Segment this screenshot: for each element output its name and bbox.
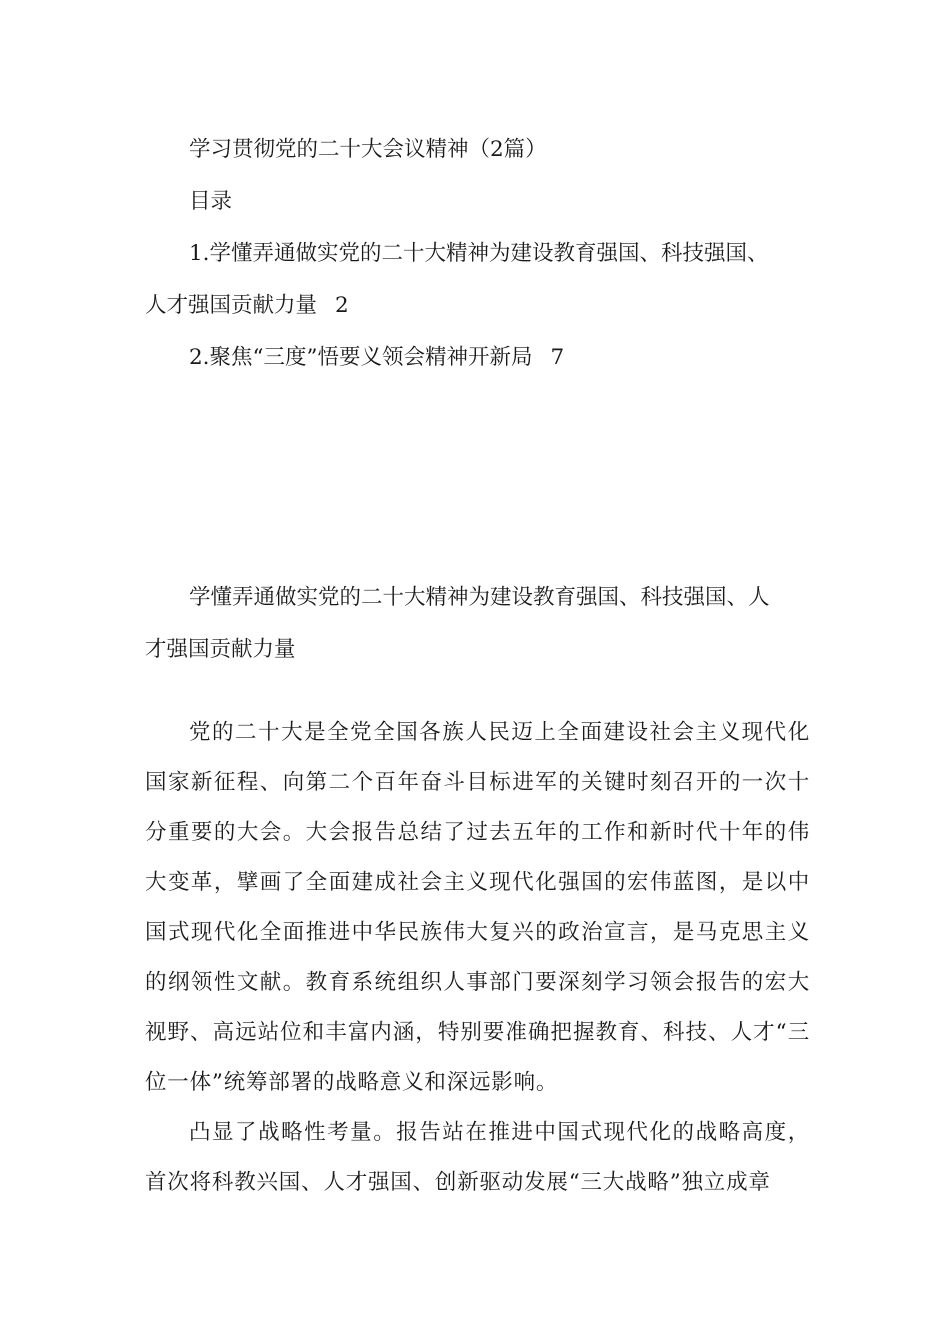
toc-entry-2-row bbox=[145, 332, 810, 384]
section-gap bbox=[145, 384, 810, 572]
toc-entry-1-line2: 人才强国贡献力量 bbox=[145, 293, 318, 318]
toc-heading: 目录 bbox=[189, 189, 233, 214]
article-paragraph-1: 党的二十大是全党全国各族人民迈上全面建设社会主义现代化国家新征程、向第二个百年奋斗目标进军的关键时刻召开的一次十分重要的大会。大会报告总结了过去五年的工作和新时代十年的伟大变革，擘画了全面建成社会主义现代化强国的宏伟蓝图，是以中国式现代化全面推进中华民族伟大复兴的政治宣言，是马克思主义的纲领性文献。教育系统组织人事部门要深刻学习领会报告的宏大视野、高远站位和丰富内涵，特别要准确把握教育、科技、人才“三位一体”统筹部署的战略意义和深远影响。 bbox=[145, 720, 810, 1095]
toc-entry-2-page: 7 bbox=[550, 345, 565, 370]
article-heading-line2: 才强国贡献力量 bbox=[145, 637, 296, 662]
document-title: 学习贯彻党的二十大会议精神（2篇） bbox=[189, 137, 547, 162]
toc-entry-2-label: 2.聚焦“三度”悟要义领会精神开新局 bbox=[189, 345, 533, 370]
article-paragraph-2: 凸显了战略性考量。报告站在推进中国式现代化的战略高度，首次将科教兴国、人才强国、创新驱动发展“三大战略”独立成章 bbox=[145, 1120, 810, 1195]
toc-entry-1-page: 2 bbox=[335, 293, 349, 318]
toc-entry-1-line1: 1.学懂弄通做实党的二十大精神为建设教育强国、科技强国、 bbox=[189, 241, 769, 266]
toc-entry-1-line2-row bbox=[145, 280, 810, 332]
toc-entry-2[interactable] bbox=[145, 332, 810, 384]
article-heading-line1: 学懂弄通做实党的二十大精神为建设教育强国、科技强国、人 bbox=[189, 585, 770, 610]
heading-gap bbox=[145, 676, 810, 708]
toc-entry-1[interactable] bbox=[145, 228, 810, 332]
document-body bbox=[145, 124, 810, 1208]
